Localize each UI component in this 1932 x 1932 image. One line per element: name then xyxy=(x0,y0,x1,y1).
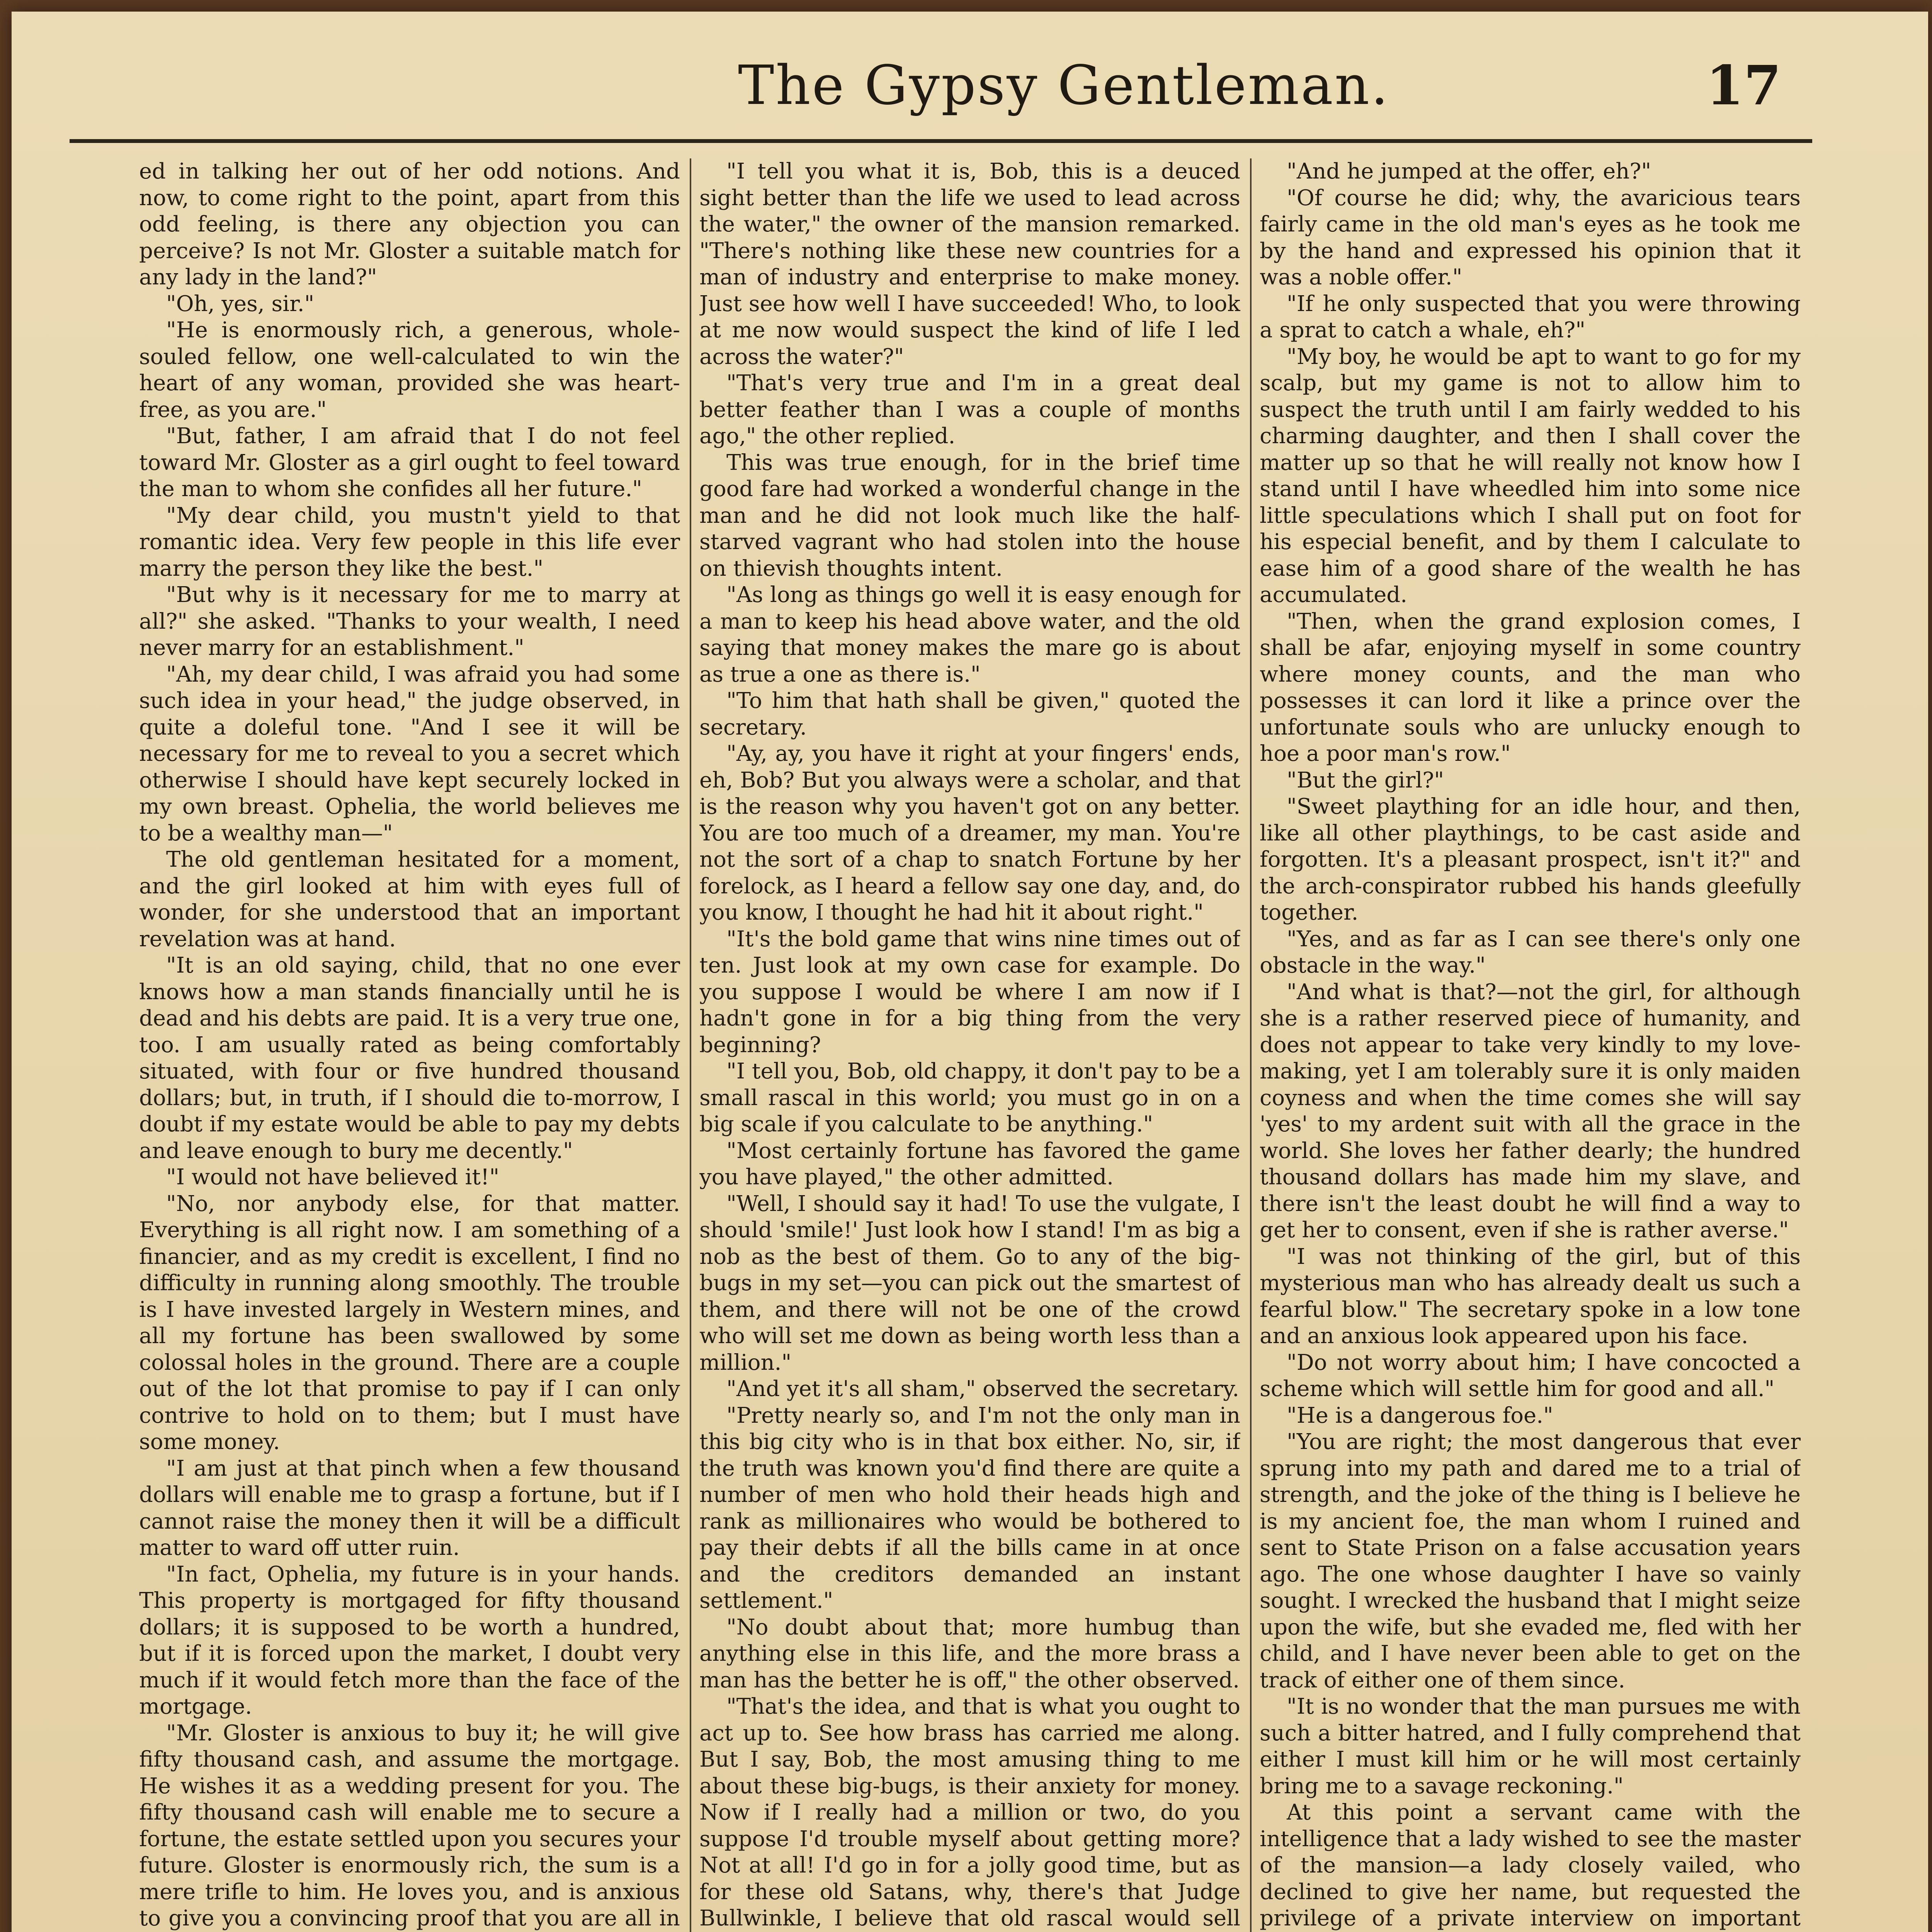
paragraph: "If he only suspected that you were throwing a sprat to catch a whale, eh?" xyxy=(1260,291,1801,343)
column-1 xyxy=(139,158,680,1932)
page-header xyxy=(12,12,1928,151)
paragraph: "Of course he did; why, the avaricious tears fairly came in the old man's eyes as he took me by the hand and expressed his opinion that it was a noble offer." xyxy=(1260,185,1801,290)
paragraph: "It is no wonder that the man pursues me with such a bitter hatred, and I fully comprehend that either I must kill him or he will most certainly bring me to a savage reckoning." xyxy=(1260,1694,1801,1799)
paragraph: "As long as things go well it is easy enough for a man to keep his head above water, and the old saying that money makes the mare go is about as true a one as there is." xyxy=(699,582,1240,687)
column-divider xyxy=(690,158,691,1932)
paragraph: "My dear child, you mustn't yield to that romantic idea. Very few people in this life ever marry the person they like the best." xyxy=(139,503,680,581)
text-columns xyxy=(139,158,1801,1932)
column-divider xyxy=(1250,158,1252,1932)
newspaper-page xyxy=(12,12,1928,1932)
header-rule xyxy=(70,139,1812,143)
paragraph: "No doubt about that; more humbug than anything else in this life, and the more brass a man has the better he is off," the other observed. xyxy=(699,1614,1240,1693)
paragraph: "Ay, ay, you have it right at your fingers' ends, eh, Bob? But you always were a scholar, and that is the reason why you haven't got on any better. You are too much of a dreamer, my man. You're not the sort of a chap to snatch Fortune by her forelock, as I heard a fellow say one day, and, do you know, I thought he had hit it about right." xyxy=(699,741,1240,925)
paragraph: "He is enormously rich, a generous, whole-souled fellow, one well-calculated to win the heart of any woman, provided she was heart-free, as you are." xyxy=(139,318,680,422)
paragraph: "In fact, Ophelia, my future is in your hands. This property is mortgaged for fifty thousand dollars; it is supposed to be worth a hundred, but if it is forced upon the market, I doubt very much if it would fetch more than the face of the mortgage. xyxy=(139,1561,680,1719)
column-3 xyxy=(1260,158,1801,1932)
paragraph: "I was not thinking of the girl, but of this mysterious man who has already dealt us such a fearful blow." The secretary spoke in a low tone and an anxious look appeared upon his face. xyxy=(1260,1244,1801,1349)
paragraph: "I am just at that pinch when a few thousand dollars will enable me to grasp a fortune, but if I cannot raise the money then it will be a difficult matter to ward off utter ruin. xyxy=(139,1456,680,1560)
paragraph: "Oh, yes, sir." xyxy=(166,291,315,316)
paragraph: ed in talking her out of her odd notions. And now, to come right to the point, apart from this odd feeling, is there any objection you can perceive? Is not Mr. Gloster a suitable match for any lady in the land?" xyxy=(139,159,680,290)
paragraph: "And yet it's all sham," observed the secretary. xyxy=(726,1376,1239,1401)
paragraph: "You are right; the most dangerous that ever sprung into my path and dared me to a trial of strength, and the joke of the thing is I believe he is my ancient foe, the man whom I ruined and sent to State Prison on a false accusation years ago. The one whose daughter I have so vainly sought. I wrecked the husband that I might seize upon the wife, but she evaded me, fled with her child, and I have never been able to get on the track of either one of them since. xyxy=(1260,1429,1801,1693)
paragraph: "I tell you, Bob, old chappy, it don't pay to be a small rascal in this world; you must go in on a big scale if you calculate to be anything." xyxy=(699,1059,1240,1137)
paragraph: "Most certainly fortune has favored the game you have played," the other admitted. xyxy=(699,1138,1240,1190)
column-2 xyxy=(699,158,1240,1932)
paragraph: "Mr. Gloster is anxious to buy it; he will give fifty thousand cash, and assume the mortgage. He wishes it as a wedding present for you. The fifty thousand cash will enable me to secure a fortune, the estate settled upon you secures your future. Gloster is enormously rich, the sum is a mere trifle to him. He loves you, and is anxious to give you a convincing proof that you are all in xyxy=(139,1720,680,1931)
paragraph: "Do not worry about him; I have concocted a scheme which will settle him for good and all." xyxy=(1260,1350,1801,1401)
paragraph: "It is an old saying, child, that no one ever knows how a man stands financially until he is dead and his debts are paid. It is a very true one, too. I am usually rated as being comfortably situated, with four or five hundred thousand dollars; but, in truth, if I should die to-morrow, I doubt if my estate would be able to pay my debts and leave enough to bury me decently." xyxy=(139,953,680,1163)
paragraph: "Yes, and as far as I can see there's only one obstacle in the way." xyxy=(1260,926,1801,978)
paragraph: "No, nor anybody else, for that matter. Everything is all right now. I am something of a financier, and as my credit is excellent, I find no difficulty in running along smoothly. The trouble is I have invested largely in Western mines, and all my fortune has been swallowed by some colossal holes in the ground. There are a couple out of the lot that promise to pay if I can only contrive to hold on to them; but I must have some money. xyxy=(139,1191,680,1454)
paragraph: "I tell you what it is, Bob, this is a deuced sight better than the life we used to lead across the water," the owner of the mansion remarked. "There's nothing like these new countries for a man of industry and enterprise to make money. Just see how well I have succeeded! Who, to look at me now would suspect the kind of life I led across the water?" xyxy=(699,159,1240,369)
paragraph: At this point a servant came with the intelligence that a lady wished to see the master of the mansion—a lady closely vailed, who declined to give her name, but requested the privilege of a private interview on important xyxy=(1260,1800,1801,1931)
paragraph: "Sweet plaything for an idle hour, and then, like all other playthings, to be cast aside and forgotten. It's a pleasant prospect, isn't it?" and the arch-conspirator rubbed his hands gleefully together. xyxy=(1260,794,1801,925)
paragraph: "To him that hath shall be given," quoted the secretary. xyxy=(699,688,1240,740)
paragraph: "Pretty nearly so, and I'm not the only man in this big city who is in that box either. No, sir, if the truth was known you'd find there are quite a number of men who hold their heads high and rank as millionaires who would be bothered to pay their debts if all the bills came in at once and the creditors demanded an instant settlement." xyxy=(699,1403,1240,1613)
paragraph: "But why is it necessary for me to marry at all?" she asked. "Thanks to your wealth, I need never marry for an establishment." xyxy=(139,582,680,660)
paragraph: "Ah, my dear child, I was afraid you had some such idea in your head," the judge observed, in quite a doleful tone. "And I see it will be necessary for me to reveal to you a secret which otherwise I should have kept securely locked in my own breast. Ophelia, the world believes me to be a wealthy man—" xyxy=(139,662,680,846)
page-title: The Gypsy Gentleman. xyxy=(738,54,1390,117)
paragraph: "That's the idea, and that is what you ought to act up to. See how brass has carried me along. But I say, Bob, the most amusing thing to me about these big-bugs, is their anxiety for money. Now if I really had a million or two, do you suppose I'd trouble myself about getting more? Not at all! I'd go in for a jolly good time, but as for these old Satans, why, there's that Judge Bullwinkle, I believe that old rascal would sell xyxy=(699,1694,1240,1931)
paragraph: The old gentleman hesitated for a moment, and the girl looked at him with eyes full of wonder, for she understood that an important revelation was at hand. xyxy=(139,847,680,952)
paragraph: "But, father, I am afraid that I do not feel toward Mr. Gloster as a girl ought to feel toward the man to whom she confides all her future." xyxy=(139,423,680,502)
paragraph: "Then, when the grand explosion comes, I shall be afar, enjoying myself in some country where money counts, and the man who possesses it can lord it like a prince over the unfortunate souls who are unlucky enough to hoe a poor man's row." xyxy=(1260,609,1801,766)
paragraph: "And he jumped at the offer, eh?" xyxy=(1287,159,1651,184)
paragraph: "I would not have believed it!" xyxy=(166,1165,500,1190)
page-number: 17 xyxy=(1706,54,1781,117)
paragraph: This was true enough, for in the brief time good fare had worked a wonderful change in the man and he did not look much like the half-starved vagrant who had stolen into the house on thievish thoughts intent. xyxy=(699,450,1240,581)
paragraph: "He is a dangerous foe." xyxy=(1287,1403,1553,1428)
paragraph: "Well, I should say it had! To use the vulgate, I should 'smile!' Just look how I stand! I'm as big a nob as the best of them. Go to any of the big-bugs in my set—you can pick out the smartest of them, and there will not be one of the crowd who will set me down as being worth less than a million." xyxy=(699,1191,1240,1375)
paragraph: "But the girl?" xyxy=(1287,767,1444,793)
paragraph: "That's very true and I'm in a great deal better feather than I was a couple of months ago," the other replied. xyxy=(699,371,1240,449)
paragraph: "My boy, he would be apt to want to go for my scalp, but my game is not to allow him to suspect the truth until I am fairly wedded to his charming daughter, and then I shall cover the matter up so that he will really not know how I stand until I have wheedled him into some nice little speculations which I shall put on foot for his especial benefit, and by them I calculate to ease him of a good share of the wealth he has accumulated. xyxy=(1260,344,1801,607)
paragraph: "And what is that?—not the girl, for although she is a rather reserved piece of humanity, and does not appear to take very kindly to my love-making, yet I am tolerably sure it is only maiden coyness and when the time comes she will say 'yes' to my ardent suit with all the grace in the world. She loves her father dearly; the hundred thousand dollars has made him my slave, and there isn't the least doubt he will find a way to get her to consent, even if she is rather averse." xyxy=(1260,979,1801,1243)
paragraph: "It's the bold game that wins nine times out of ten. Just look at my own case for example. Do you suppose I would be where I am now if I hadn't gone in for a big thing from the very beginning? xyxy=(699,926,1240,1058)
